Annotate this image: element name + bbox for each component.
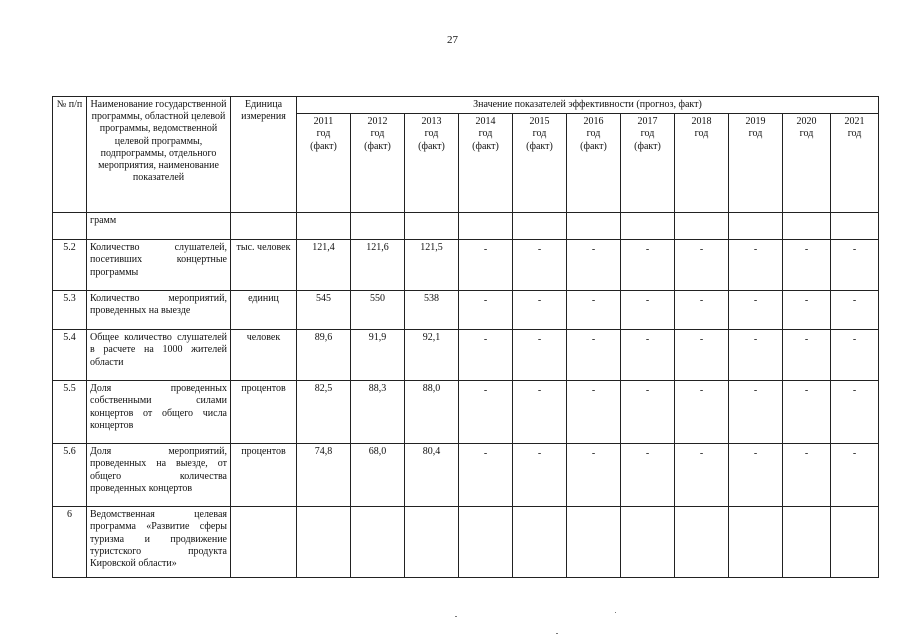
page-number: 27 [447, 34, 458, 46]
row-value-2021: - [831, 381, 879, 444]
header-name: Наименование государственной программы, областной целевой программы, ведомственной целевой программы, подпрограммы, отдельного мероприятия, наименование показателей [87, 97, 231, 213]
header-year-note: (факт) [526, 140, 553, 152]
row-value-2012: 121,6 [351, 240, 405, 291]
row-value-2017: - [621, 381, 675, 444]
header-year-note: (факт) [418, 140, 445, 152]
row-value-2016: - [567, 291, 621, 330]
row-num: 5.3 [53, 291, 87, 330]
row-value-2018: - [675, 444, 729, 507]
row-name: Доля мероприятий, проведенных на выезде, от общего количества проведенных концертов [87, 444, 231, 507]
row-value-2016: - [567, 240, 621, 291]
row-value-2012: 91,9 [351, 330, 405, 381]
header-year-year: 2011 [313, 116, 334, 128]
row-value-2018: - [675, 381, 729, 444]
row-value-2015: - [513, 330, 567, 381]
header-year-label: год [478, 128, 493, 140]
row-value-2016: - [567, 444, 621, 507]
header-year-label: год [370, 128, 385, 140]
header-year-2016 [567, 114, 621, 213]
row-num: 5.5 [53, 381, 87, 444]
header-year-year: 2013 [421, 116, 442, 128]
row-value-2018: - [675, 240, 729, 291]
header-year-2011 [297, 114, 351, 213]
row-value-2021: - [831, 291, 879, 330]
row-unit [231, 507, 297, 578]
header-year-note: (факт) [472, 140, 499, 152]
row-value-2021 [831, 213, 879, 240]
row-value-2020: - [783, 381, 831, 444]
row-value-2018 [675, 213, 729, 240]
row-unit: тыс. человек [231, 240, 297, 291]
row-value-2012: 68,0 [351, 444, 405, 507]
header-year-label: год [586, 128, 601, 140]
row-value-2015: - [513, 240, 567, 291]
header-year-2012 [351, 114, 405, 213]
row-value-2013: 538 [405, 291, 459, 330]
table-row [53, 444, 879, 507]
row-value-2013: 92,1 [405, 330, 459, 381]
header-year-label: год [847, 128, 862, 140]
header-year-2021 [831, 114, 879, 213]
table-row [53, 213, 879, 240]
row-value-2013 [405, 213, 459, 240]
table-row [53, 330, 879, 381]
row-value-2014: - [459, 444, 513, 507]
row-value-2011: 82,5 [297, 381, 351, 444]
header-row-top [53, 97, 879, 114]
header-year-note: (факт) [364, 140, 391, 152]
row-num: 6 [53, 507, 87, 578]
row-name: Ведомственная целевая программа «Развитие сферы туризма и продвижение туристского продукта Кировской области» [87, 507, 231, 578]
table-row [53, 507, 879, 578]
row-value-2013: 88,0 [405, 381, 459, 444]
row-value-2011: 74,8 [297, 444, 351, 507]
header-year-label: год [799, 128, 814, 140]
header-year-label: год [532, 128, 547, 140]
row-unit: процентов [231, 381, 297, 444]
header-unit: Единица измерения [231, 97, 297, 213]
row-value-2016 [567, 213, 621, 240]
row-value-2020 [783, 213, 831, 240]
row-value-2012 [351, 507, 405, 578]
row-value-2020: - [783, 444, 831, 507]
row-name: Общее количество слушателей в расчете на 1000 жителей области [87, 330, 231, 381]
row-value-2019: - [729, 240, 783, 291]
header-year-2013 [405, 114, 459, 213]
row-value-2015 [513, 507, 567, 578]
table-row [53, 240, 879, 291]
row-value-2019: - [729, 381, 783, 444]
header-values-title: Значение показателей эффективности (прогноз, факт) [297, 97, 879, 114]
header-year-year: 2019 [745, 116, 766, 128]
header-year-label: год [424, 128, 439, 140]
row-value-2014: - [459, 330, 513, 381]
row-value-2020: - [783, 330, 831, 381]
header-year-year: 2014 [475, 116, 496, 128]
header-year-2019 [729, 114, 783, 213]
header-year-2018 [675, 114, 729, 213]
header-year-year: 2012 [367, 116, 388, 128]
row-value-2013 [405, 507, 459, 578]
row-value-2017 [621, 213, 675, 240]
row-value-2019: - [729, 330, 783, 381]
header-year-2020 [783, 114, 831, 213]
row-value-2011 [297, 507, 351, 578]
scan-speck [615, 612, 616, 613]
header-year-note: (факт) [310, 140, 337, 152]
row-value-2011: 121,4 [297, 240, 351, 291]
row-unit: процентов [231, 444, 297, 507]
table-row [53, 381, 879, 444]
row-value-2014: - [459, 240, 513, 291]
header-year-label: год [640, 128, 655, 140]
row-value-2015: - [513, 291, 567, 330]
header-year-year: 2017 [637, 116, 658, 128]
row-value-2016 [567, 507, 621, 578]
header-year-2017 [621, 114, 675, 213]
header-year-2014 [459, 114, 513, 213]
row-value-2016: - [567, 330, 621, 381]
indicators-table [52, 96, 879, 578]
header-year-year: 2020 [796, 116, 817, 128]
header-year-note: (факт) [580, 140, 607, 152]
row-name: грамм [87, 213, 231, 240]
row-name: Доля проведенных собственными силами концертов от общего числа концертов [87, 381, 231, 444]
row-value-2021: - [831, 330, 879, 381]
row-value-2018: - [675, 291, 729, 330]
row-value-2015: - [513, 444, 567, 507]
row-value-2012: 550 [351, 291, 405, 330]
header-year-label: год [748, 128, 763, 140]
row-value-2011 [297, 213, 351, 240]
header-year-year: 2015 [529, 116, 550, 128]
row-value-2011: 545 [297, 291, 351, 330]
row-value-2019: - [729, 444, 783, 507]
header-year-note: (факт) [634, 140, 661, 152]
header-year-year: 2016 [583, 116, 604, 128]
row-value-2012 [351, 213, 405, 240]
header-year-label: год [316, 128, 331, 140]
row-num: 5.6 [53, 444, 87, 507]
header-num: № п/п [53, 97, 87, 213]
header-year-2015 [513, 114, 567, 213]
row-name: Количество слушателей, посетивших концертные программы [87, 240, 231, 291]
header-year-year: 2018 [691, 116, 712, 128]
row-value-2017: - [621, 291, 675, 330]
row-value-2021 [831, 507, 879, 578]
row-value-2017: - [621, 240, 675, 291]
row-value-2020: - [783, 240, 831, 291]
row-value-2017: - [621, 444, 675, 507]
row-value-2020 [783, 507, 831, 578]
row-value-2014 [459, 507, 513, 578]
row-value-2011: 89,6 [297, 330, 351, 381]
row-value-2014: - [459, 381, 513, 444]
row-value-2021: - [831, 444, 879, 507]
row-num [53, 213, 87, 240]
row-value-2015 [513, 213, 567, 240]
scan-speck [556, 633, 558, 634]
row-value-2013: 80,4 [405, 444, 459, 507]
row-value-2014: - [459, 291, 513, 330]
row-num: 5.4 [53, 330, 87, 381]
row-value-2017 [621, 507, 675, 578]
table-body [53, 213, 879, 578]
row-name: Количество мероприятий, проведенных на выезде [87, 291, 231, 330]
row-value-2021: - [831, 240, 879, 291]
row-value-2018 [675, 507, 729, 578]
row-value-2019 [729, 507, 783, 578]
header-year-label: год [694, 128, 709, 140]
header-year-year: 2021 [844, 116, 865, 128]
row-num: 5.2 [53, 240, 87, 291]
row-value-2019 [729, 213, 783, 240]
table-row [53, 291, 879, 330]
row-value-2013: 121,5 [405, 240, 459, 291]
row-value-2019: - [729, 291, 783, 330]
row-value-2020: - [783, 291, 831, 330]
row-value-2017: - [621, 330, 675, 381]
row-value-2016: - [567, 381, 621, 444]
row-value-2014 [459, 213, 513, 240]
scan-speck [455, 616, 457, 617]
row-value-2012: 88,3 [351, 381, 405, 444]
row-unit: человек [231, 330, 297, 381]
row-value-2018: - [675, 330, 729, 381]
row-unit: единиц [231, 291, 297, 330]
row-unit [231, 213, 297, 240]
row-value-2015: - [513, 381, 567, 444]
